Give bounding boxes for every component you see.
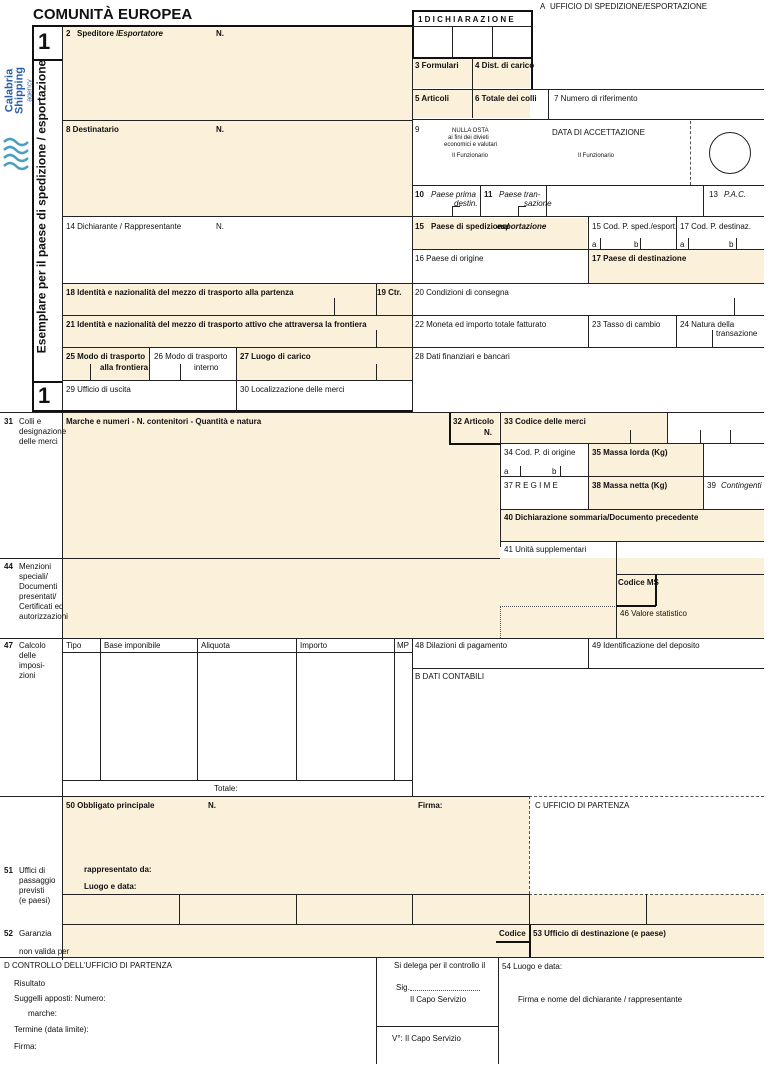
label-c: C UFFICIO DI PARTENZA bbox=[535, 801, 630, 810]
label-8-n: N. bbox=[216, 125, 224, 134]
label-15-it: esportazione bbox=[497, 222, 547, 231]
label-44-f: autorizzazioni bbox=[19, 612, 68, 621]
label-44-a: Menzioni bbox=[19, 562, 52, 571]
label-b: B DATI CONTABILI bbox=[415, 672, 485, 681]
label-marche: marche: bbox=[28, 1009, 57, 1018]
page-title: COMUNITÀ EUROPEA bbox=[33, 6, 193, 23]
label-capo-servizio: Il Capo Servizio bbox=[410, 995, 467, 1004]
il-funzionario-1: Il Funzionario bbox=[452, 153, 489, 159]
logo-text-1: Calabria bbox=[3, 68, 16, 113]
label-4: 4 Dist. di carico bbox=[475, 61, 535, 70]
label-19: 19 Ctr. bbox=[377, 288, 402, 297]
label-52-a: Garanzia bbox=[19, 929, 52, 938]
logo-text-2: Shipping bbox=[13, 66, 26, 115]
label-31-b: designazione bbox=[19, 427, 67, 436]
label-15: Paese di spedizione/ bbox=[431, 222, 510, 231]
label-46: 46 Valore statistico bbox=[620, 609, 687, 618]
sub-b2: b bbox=[729, 240, 734, 249]
label-22: 22 Moneta ed importo totale fatturato bbox=[415, 320, 547, 329]
label-44-b: speciali/ bbox=[19, 572, 48, 581]
label-15b: 15 Cod. P. sped./esport. bbox=[592, 222, 678, 231]
label-firma: Firma: bbox=[418, 801, 443, 810]
label-39-num: 39 bbox=[707, 481, 716, 490]
label-luogo-data: Luogo e data: bbox=[84, 882, 137, 891]
label-a-letter: A bbox=[540, 2, 546, 11]
label-51-c: previsti bbox=[19, 886, 45, 895]
label-50-n: N. bbox=[208, 801, 216, 810]
label-13: P.A.C. bbox=[724, 190, 747, 199]
col-mp: MP bbox=[397, 641, 409, 650]
label-34: 34 Cod. P. di origine bbox=[504, 448, 576, 457]
label-54: 54 Luogo e data: bbox=[502, 962, 563, 971]
label-9: 9 bbox=[415, 125, 420, 134]
sub-a3: a bbox=[504, 467, 509, 476]
label-1: 1 D I C H I A R A Z I O N E bbox=[418, 15, 514, 24]
label-14: 14 Dichiarante / Rappresentante bbox=[66, 222, 182, 231]
label-23: 23 Tasso di cambio bbox=[592, 320, 661, 329]
logo-text-3: agency bbox=[26, 79, 34, 102]
label-51-b: passaggio bbox=[19, 876, 56, 885]
label-suggelli: Suggelli apposti: Numero: bbox=[14, 994, 106, 1003]
label-16: 16 Paese di origine bbox=[415, 254, 484, 263]
stamp-circle bbox=[709, 132, 751, 174]
label-35: 35 Massa lorda (Kg) bbox=[592, 448, 668, 457]
label-15-num: 15 bbox=[415, 222, 424, 231]
field-2-fill[interactable] bbox=[63, 26, 412, 120]
field-50-fill[interactable] bbox=[63, 796, 529, 894]
label-13-num: 13 bbox=[709, 190, 718, 199]
label-53: 53 Ufficio di destinazione (e paese) bbox=[533, 929, 666, 938]
company-logo bbox=[2, 66, 32, 176]
label-sig: Sig. bbox=[396, 983, 410, 992]
label-risultato: Risultato bbox=[14, 979, 46, 988]
label-totale: Totale: bbox=[214, 784, 238, 793]
sub-a1: a bbox=[592, 240, 597, 249]
label-37: 37 R E G I M E bbox=[504, 481, 558, 490]
label-8: 8 Destinatario bbox=[66, 125, 119, 134]
label-30: 30 Localizzazione delle merci bbox=[240, 385, 345, 394]
col-tipo: Tipo bbox=[66, 641, 82, 650]
label-a: UFFICIO DI SPEDIZIONE/ESPORTAZIONE bbox=[550, 2, 708, 11]
label-codice-ms: Codice MS bbox=[618, 578, 659, 587]
label-firma-d: Firma: bbox=[14, 1042, 37, 1051]
label-10-num: 10 bbox=[415, 190, 424, 199]
label-41: 41 Unità supplementari bbox=[504, 545, 587, 554]
label-rappresentato: rappresentato da: bbox=[84, 865, 152, 874]
label-20: 20 Condizioni di consegna bbox=[415, 288, 509, 297]
label-28: 28 Dati finanziari e bancari bbox=[415, 352, 510, 361]
label-40: 40 Dichiarazione sommaria/Documento precedente bbox=[504, 513, 699, 522]
label-44-d: presentati/ bbox=[19, 592, 57, 601]
col-aliquota: Aliquota bbox=[201, 641, 230, 650]
label-38: 38 Massa netta (Kg) bbox=[592, 481, 668, 490]
label-50: 50 Obbligato principale bbox=[66, 801, 155, 810]
copy-number: 1 bbox=[38, 29, 51, 54]
side-label: Esemplare per il paese di spedizione / esportazione bbox=[34, 59, 49, 354]
field-52-fill[interactable] bbox=[63, 925, 529, 957]
sub-b3: b bbox=[552, 467, 557, 476]
label-31-a: Colli e bbox=[19, 417, 42, 426]
waves-icon bbox=[2, 136, 32, 176]
nulla-osta-1: NULLA OSTA bbox=[452, 128, 489, 134]
label-52-b: non valida per bbox=[19, 947, 70, 956]
label-51-d: (e paesi) bbox=[19, 896, 51, 905]
label-visto-capo: V°: Il Capo Servizio bbox=[392, 1034, 462, 1043]
label-14-n: N. bbox=[216, 222, 224, 231]
label-47-b: delle bbox=[19, 651, 36, 660]
label-11-b: sazione bbox=[524, 199, 552, 208]
label-17b: 17 Cod. P. destinaz. bbox=[680, 222, 752, 231]
label-3: 3 Formulari bbox=[415, 61, 459, 70]
label-26-a: 26 Modo di trasporto bbox=[154, 352, 228, 361]
label-2-num: 2 bbox=[66, 29, 71, 38]
label-49: 49 Identificazione del deposito bbox=[592, 641, 700, 650]
label-2-n: N. bbox=[216, 29, 224, 38]
label-2: Speditore / bbox=[77, 29, 119, 38]
label-5: 5 Articoli bbox=[415, 94, 449, 103]
label-29: 29 Ufficio di uscita bbox=[66, 385, 131, 394]
label-7: 7 Numero di riferimento bbox=[554, 94, 638, 103]
label-termine: Termine (data limite): bbox=[14, 1025, 89, 1034]
label-51-num: 51 bbox=[4, 866, 13, 875]
label-24-b: transazione bbox=[716, 329, 758, 338]
label-10-b: destin. bbox=[454, 199, 478, 208]
label-33: 33 Codice delle merci bbox=[504, 417, 586, 426]
label-24-a: 24 Natura della bbox=[680, 320, 735, 329]
label-27: 27 Luogo di carico bbox=[240, 352, 311, 361]
label-47-num: 47 bbox=[4, 641, 13, 650]
il-funzionario-2: Il Funzionario bbox=[578, 153, 615, 159]
label-17: 17 Paese di destinazione bbox=[592, 254, 687, 263]
label-47-c: imposi- bbox=[19, 661, 45, 670]
label-31-num: 31 bbox=[4, 417, 13, 426]
field-44-fill[interactable] bbox=[63, 558, 764, 638]
label-47-a: Calcolo bbox=[19, 641, 46, 650]
label-47-d: zioni bbox=[19, 671, 36, 680]
col-importo: Importo bbox=[300, 641, 328, 650]
label-54-b: Firma e nome del dichiarante / rappresentante bbox=[518, 995, 683, 1004]
data-accettazione: DATA DI ACCETTAZIONE bbox=[552, 128, 645, 137]
label-44-num: 44 bbox=[4, 562, 13, 571]
label-21: 21 Identità e nazionalità del mezzo di trasporto attivo che attraversa la frontiera bbox=[66, 320, 367, 329]
field-8-fill[interactable] bbox=[63, 121, 412, 216]
field-31-fill[interactable] bbox=[63, 413, 499, 558]
col-base: Base imponibile bbox=[104, 641, 161, 650]
field-51-fill[interactable] bbox=[63, 894, 764, 924]
label-51-a: Uffici di bbox=[19, 866, 46, 875]
label-48: 48 Dilazioni di pagamento bbox=[415, 641, 508, 650]
label-31-main: Marche e numeri - N. contenitori - Quantità e natura bbox=[66, 417, 262, 426]
label-25-a: 25 Modo di trasporto bbox=[66, 352, 146, 361]
sub-b1: b bbox=[634, 240, 639, 249]
label-d: D CONTROLLO DELL'UFFICIO DI PARTENZA bbox=[4, 961, 172, 970]
label-26-b: interno bbox=[194, 363, 219, 372]
label-delega: Si delega per il controllo il bbox=[394, 961, 486, 970]
copy-number-bottom: 1 bbox=[38, 383, 51, 408]
label-32-a: 32 Articolo bbox=[453, 417, 495, 426]
label-31-c: delle merci bbox=[19, 437, 58, 446]
label-11-num: 11 bbox=[484, 190, 493, 199]
nulla-osta-3: economici e valutari bbox=[444, 142, 498, 148]
label-44-e: Certificati ed bbox=[19, 602, 64, 611]
sub-a2: a bbox=[680, 240, 685, 249]
label-10-a: Paese prima bbox=[431, 190, 476, 199]
label-codice: Codice bbox=[499, 929, 526, 938]
label-39: Contingenti bbox=[721, 481, 762, 490]
label-18: 18 Identità e nazionalità del mezzo di trasporto alla partenza bbox=[66, 288, 294, 297]
label-6: 6 Totale dei colli bbox=[475, 94, 537, 103]
label-52-num: 52 bbox=[4, 929, 13, 938]
nulla-osta-2: ai fini dei divieti bbox=[448, 135, 489, 141]
label-25-b: alla frontiera bbox=[100, 363, 149, 372]
label-32-b: N. bbox=[484, 428, 492, 437]
label-11-a: Paese tran- bbox=[499, 190, 541, 199]
label-44-c: Documenti bbox=[19, 582, 58, 591]
label-2-it: Esportatore bbox=[118, 29, 163, 38]
